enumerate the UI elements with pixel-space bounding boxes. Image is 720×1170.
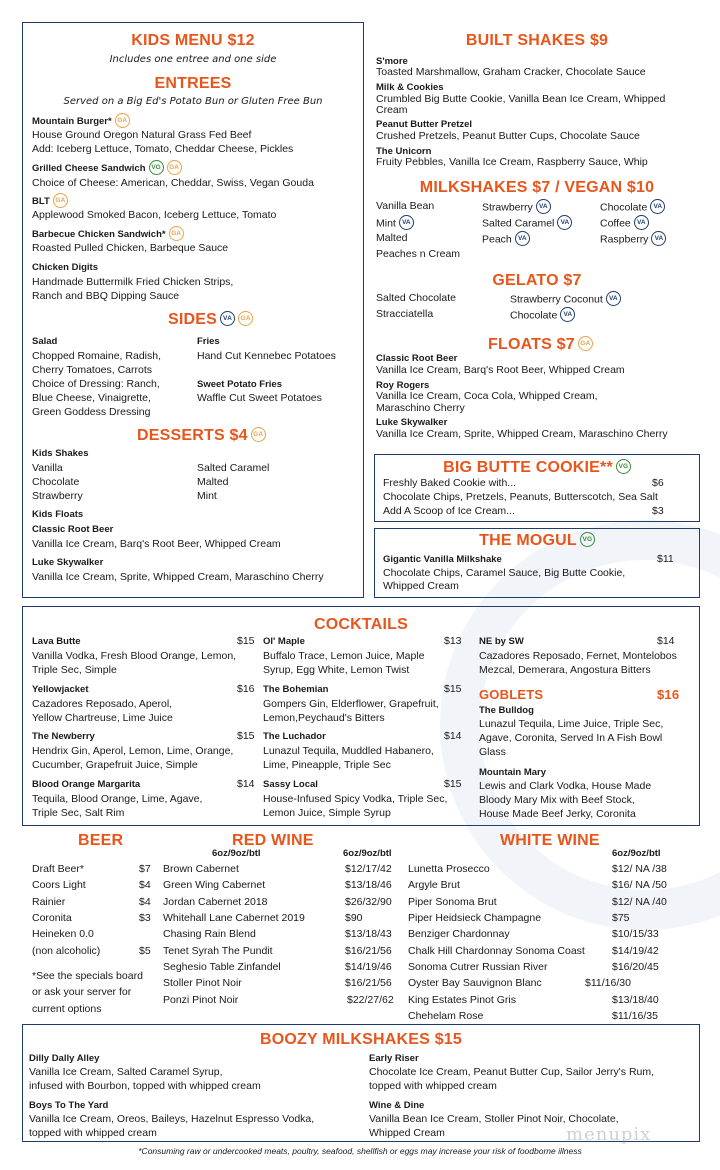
red-wine-sizes: 6oz/9oz/btl (212, 848, 261, 859)
cocktail-desc: Cazadores Reposado, Aperol, (32, 698, 173, 710)
kids-shake: Chocolate (32, 476, 80, 488)
cocktail-desc: Cucumber, Grapefruit Juice, Simple (32, 759, 198, 771)
kids-menu-title: KIDS MENU $12 (131, 32, 255, 49)
vegan-available-icon: VA (650, 199, 665, 214)
entrees-subtitle: Served on a Big Ed's Potato Bun or Gluten Free Bun (63, 96, 323, 107)
cocktail-name: Ol' Maple (263, 636, 305, 647)
red-wine-price: $13/18/46 (345, 879, 392, 891)
kids-menu-subtitle: Includes one entree and one side (109, 54, 277, 65)
goblet-name: Mountain Mary (479, 767, 547, 778)
built-shake-name: The Unicorn (376, 146, 432, 157)
fries-name: Fries (197, 336, 220, 347)
gluten-avoid-icon: GA (53, 193, 68, 208)
salad-desc: Green Goddess Dressing (32, 406, 151, 418)
vegetarian-icon: VG (580, 532, 595, 547)
red-wine-name: Whitehall Lane Cabernet 2019 (163, 912, 305, 924)
cocktail-desc: Lemon Juice, Simple Syrup (263, 807, 391, 819)
float-name: Classic Root Beer (376, 353, 458, 364)
red-wine-sizes: 6oz/9oz/btl (343, 848, 392, 859)
boozy-name: Boys To The Yard (29, 1100, 109, 1111)
salad-name: Salad (32, 336, 58, 347)
built-shake-desc: Fruity Pebbles, Vanilla Ice Cream, Raspberry Sauce, Whip (376, 156, 648, 168)
cocktail-price: $15 (444, 778, 462, 790)
cookie-price: $3 (652, 505, 664, 517)
float-name: Roy Rogers (376, 380, 430, 391)
red-wine-price: $14/19/46 (345, 961, 392, 973)
kids-shakes-label: Kids Shakes (32, 448, 89, 459)
entree-desc: Roasted Pulled Chicken, Barbeque Sauce (32, 242, 229, 254)
cocktail-price: $15 (444, 683, 462, 695)
fries-desc: Hand Cut Kennebec Potatoes (197, 350, 336, 362)
white-wine-price: $10/15/33 (612, 928, 659, 940)
red-wine-price: $16/21/56 (345, 945, 392, 957)
kids-shake: Strawberry (32, 490, 83, 502)
built-shake-desc: Cream (376, 104, 408, 116)
cocktail-desc: Lime, Pineapple, Triple Sec (263, 759, 391, 771)
float-desc: Vanilla Ice Cream, Sprite, Whipped Cream, Maraschino Cherry (376, 428, 668, 440)
red-wine-price: $12/17/42 (345, 863, 392, 875)
cocktail-price: $15 (237, 635, 255, 647)
float-desc: Vanilla Ice Cream, Coca Cola, Whipped Cream, (376, 390, 598, 402)
red-wine-price: $13/18/43 (345, 928, 392, 940)
watermark-text: menupix (566, 1124, 652, 1145)
entree-desc: House Ground Oregon Natural Grass Fed Beef (32, 129, 252, 141)
entree-desc: Applewood Smoked Bacon, Iceberg Lettuce, Tomato (32, 209, 277, 221)
mogul-title: THE MOGUL VG (374, 532, 700, 550)
vegan-available-icon: VA (536, 199, 551, 214)
float-desc: Vanilla Ice Cream, Barq's Root Beer, Whipped Cream (376, 364, 625, 376)
red-wine-price: $90 (345, 912, 363, 924)
vegan-available-icon: VA (560, 307, 575, 322)
sides-title: SIDES VA GA (168, 311, 253, 329)
boozy-desc: infused with Bourbon, topped with whipped cream (29, 1080, 261, 1092)
salad-desc: Cherry Tomatoes, Carrots (32, 364, 153, 376)
gluten-avoid-icon: GA (169, 226, 184, 241)
cocktail-desc: Syrup, Egg White, Lemon Twist (263, 664, 410, 676)
red-wine-name: Ponzi Pinot Noir (163, 994, 239, 1006)
red-wine-name: Chasing Rain Blend (163, 928, 256, 940)
red-wine-name: Stoller Pinot Noir (163, 977, 242, 989)
beer-price: $5 (139, 945, 151, 957)
beer-item: Rainier (32, 896, 66, 908)
entree-desc: Ranch and BBQ Dipping Sauce (32, 290, 180, 302)
gelato-flavor: Stracciatella (376, 308, 434, 320)
white-wine-name: Piper Heidsieck Champagne (408, 912, 542, 924)
red-wine-price: $16/21/56 (345, 977, 392, 989)
goblet-desc: Glass (479, 746, 506, 758)
goblet-desc: Bloody Mary Mix with Beef Stock, (479, 794, 635, 806)
entree-name: Mountain Burger* GA (32, 114, 130, 129)
white-wine-price: $16/ NA /50 (612, 879, 667, 891)
vegan-available-icon: VA (515, 231, 530, 246)
cocktail-desc: Tequila, Blood Orange, Lime, Agave, (32, 793, 203, 805)
cookie-price: $6 (652, 477, 664, 489)
white-wine-name: Argyle Brut (408, 879, 460, 891)
entree-desc: Choice of Cheese: American, Cheddar, Swiss, Vegan Gouda (32, 177, 314, 189)
mogul-name: Gigantic Vanilla Milkshake (383, 554, 502, 565)
white-wine-price: $12/ NA /40 (612, 896, 667, 908)
vegan-available-icon: VA (651, 231, 666, 246)
cocktail-name: NE by SW (479, 636, 524, 647)
cocktail-desc: Mezcal, Demerara, Angostura Bitters (479, 664, 651, 676)
white-wine-name: Chehelam Rose (408, 1010, 484, 1022)
boozy-desc: Vanilla Bean Ice Cream, Stoller Pinot Noir, Chocolate, (369, 1113, 619, 1125)
beer-item: Coronita (32, 912, 72, 924)
goblet-desc: Lunazul Tequila, Lime Juice, Triple Sec, (479, 718, 664, 730)
milkshake-flavor: Strawberry VA (482, 200, 551, 215)
float-name: Luke Skywalker (376, 417, 448, 428)
milkshake-flavor: Peach VA (482, 232, 530, 247)
white-wine-title: WHITE WINE (500, 832, 600, 849)
cookie-desc: Chocolate Chips, Pretzels, Peanuts, Butterscotch, Sea Salt (383, 491, 658, 503)
beer-item: Heineken 0.0 (32, 928, 94, 940)
vegan-available-icon: VA (634, 215, 649, 230)
red-wine-title: RED WINE (232, 832, 314, 849)
cocktail-desc: Vanilla Vodka, Fresh Blood Orange, Lemon, (32, 650, 237, 662)
kids-float-name: Luke Skywalker (32, 557, 104, 568)
milkshake-flavor: Coffee VA (600, 216, 649, 231)
milkshake-flavor: Mint VA (376, 216, 414, 231)
red-wine-name: Seghesio Table Zinfandel (163, 961, 281, 973)
kids-shake: Mint (197, 490, 217, 502)
built-shake-desc: Crumbled Big Butte Cookie, Vanilla Bean Ice Cream, Whipped (376, 93, 666, 105)
beer-item: (non alcoholic) (32, 945, 101, 957)
goblet-desc: Agave, Coronita, Served In A Fish Bowl (479, 732, 663, 744)
cocktail-name: The Newberry (32, 731, 95, 742)
red-wine-name: Tenet Syrah The Pundit (163, 945, 273, 957)
cocktail-desc: Lunazul Tequila, Muddled Habanero, (263, 745, 434, 757)
white-wine-price: $12/ NA /38 (612, 863, 667, 875)
white-wine-name: Chalk Hill Chardonnay Sonoma Coast (408, 945, 585, 957)
white-wine-price: $16/20/45 (612, 961, 659, 973)
red-wine-name: Green Wing Cabernet (163, 879, 266, 891)
entree-name: Chicken Digits (32, 262, 98, 273)
kids-shake: Vanilla (32, 462, 63, 474)
cocktail-name: Lava Butte (32, 636, 81, 647)
boozy-desc: Vanilla Ice Cream, Oreos, Baileys, Hazelnut Espresso Vodka, (29, 1113, 315, 1125)
cocktail-desc: Hendrix Gin, Aperol, Lemon, Lime, Orange, (32, 745, 234, 757)
cocktail-price: $14 (657, 635, 675, 647)
mogul-desc: Whipped Cream (383, 580, 459, 592)
gluten-avoid-icon: GA (251, 427, 266, 442)
gluten-avoid-icon: GA (115, 113, 130, 128)
cocktail-desc: Triple Sec, Salt Rim (32, 807, 125, 819)
beer-price: $4 (139, 879, 151, 891)
gelato-flavor: Strawberry Coconut VA (510, 292, 621, 307)
kids-floats-label: Kids Floats (32, 509, 84, 520)
footer-disclaimer: *Consuming raw or undercooked meats, poultry, seafood, shellfish or eggs may increase your risk of foodborne illness (138, 1146, 582, 1156)
kids-shake: Malted (197, 476, 229, 488)
red-wine-price: $22/27/62 (347, 994, 394, 1006)
boozy-desc: topped with whipped cream (29, 1127, 157, 1139)
kids-float-desc: Vanilla Ice Cream, Sprite, Whipped Cream, Maraschino Cherry (32, 571, 324, 583)
red-wine-price: $26/32/90 (345, 896, 392, 908)
milkshakes-title: MILKSHAKES $7 / VEGAN $10 (419, 179, 655, 196)
beer-price: $7 (139, 863, 151, 875)
milkshake-flavor: Salted Caramel VA (482, 216, 572, 231)
red-wine-name: Brown Cabernet (163, 863, 239, 875)
mogul-desc: Chocolate Chips, Caramel Sauce, Big Butte Cookie, (383, 567, 626, 579)
milkshake-flavor: Malted (376, 232, 408, 244)
kids-float-desc: Vanilla Ice Cream, Barq's Root Beer, Whipped Cream (32, 538, 281, 550)
beer-price: $4 (139, 896, 151, 908)
goblet-name: The Bulldog (479, 705, 534, 716)
gluten-avoid-icon: GA (167, 160, 182, 175)
cookie-title: BIG BUTTE COOKIE** VG (374, 459, 700, 477)
entree-desc: Handmade Buttermilk Fried Chicken Strips, (32, 276, 234, 288)
cocktail-desc: Cazadores Reposado, Fernet, Montelobos (479, 650, 677, 662)
boozy-name: Dilly Dally Alley (29, 1053, 100, 1064)
beer-item: Draft Beer* (32, 863, 84, 875)
cocktail-desc: Triple Sec, Simple (32, 664, 117, 676)
sweet-fries-name: Sweet Potato Fries (197, 379, 282, 390)
gelato-title: GELATO $7 (492, 272, 582, 289)
vegetarian-icon: VG (149, 160, 164, 175)
built-shake-desc: Toasted Marshmallow, Graham Cracker, Chocolate Sauce (376, 66, 646, 78)
white-wine-name: Benziger Chardonnay (408, 928, 510, 940)
cocktails-title: COCKTAILS (314, 616, 408, 633)
white-wine-price: $11/16/30 (585, 977, 631, 989)
beer-title: BEER (78, 832, 124, 849)
white-wine-name: Lunetta Prosecco (408, 863, 490, 875)
milkshake-flavor: Peaches n Cream (376, 248, 461, 260)
goblet-desc: Lewis and Clark Vodka, House Made (479, 780, 652, 792)
cocktail-desc: House-Infused Spicy Vodka, Triple Sec, (263, 793, 448, 805)
salad-desc: Chopped Romaine, Radish, (32, 350, 161, 362)
boozy-desc: topped with whipped cream (369, 1080, 497, 1092)
cocktail-name: The Bohemian (263, 684, 329, 695)
cocktail-desc: Yellow Chartreuse, Lime Juice (32, 712, 173, 724)
vegetarian-icon: VG (616, 459, 631, 474)
salad-desc: Choice of Dressing: Ranch, (32, 378, 160, 390)
entree-name: Grilled Cheese Sandwich VG GA (32, 161, 182, 176)
goblets-title: GOBLETS (479, 687, 544, 702)
white-wine-price: $75 (612, 912, 630, 924)
white-wine-name: King Estates Pinot Gris (408, 994, 516, 1006)
entrees-title: ENTREES (154, 75, 232, 92)
cocktail-name: Sassy Local (263, 779, 318, 790)
cocktail-desc: Lemon,Peychaud's Bitters (263, 712, 385, 724)
cocktail-price: $15 (237, 730, 255, 742)
gluten-avoid-icon: GA (238, 311, 253, 326)
kids-float-name: Classic Root Beer (32, 524, 114, 535)
boozy-name: Early Riser (369, 1053, 419, 1064)
entree-name: BLT GA (32, 194, 68, 209)
gelato-flavor: Salted Chocolate (376, 292, 456, 304)
kids-shake: Salted Caramel (197, 462, 270, 474)
white-wine-price: $14/19/42 (612, 945, 659, 957)
mogul-price: $11 (657, 553, 674, 565)
boozy-desc: Chocolate Ice Cream, Peanut Butter Cup, Sailor Jerry's Rum, (369, 1066, 655, 1078)
cocktail-price: $13 (444, 635, 462, 647)
milkshake-flavor: Raspberry VA (600, 232, 666, 247)
desserts-title: DESSERTS $4 GA (137, 427, 266, 445)
cocktail-desc: Gompers Gin, Elderflower, Grapefruit, (263, 698, 439, 710)
cocktail-price: $16 (237, 683, 255, 695)
vegan-available-icon: VA (399, 215, 414, 230)
white-wine-sizes: 6oz/9oz/btl (612, 848, 661, 859)
white-wine-price: $11/16/35 (612, 1010, 658, 1022)
built-shake-name: S'more (376, 56, 408, 67)
beer-item: Coors Light (32, 879, 86, 891)
beer-note: *See the specials board (32, 970, 143, 982)
built-shakes-title: BUILT SHAKES $9 (465, 32, 609, 49)
entree-name: Barbecue Chicken Sandwich* GA (32, 227, 184, 242)
boozy-name: Wine & Dine (369, 1100, 425, 1111)
gelato-flavor: Chocolate VA (510, 308, 575, 323)
beer-note: or ask your server for (32, 986, 132, 998)
boozy-title: BOOZY MILKSHAKES $15 (260, 1031, 462, 1048)
float-desc: Maraschino Cherry (376, 402, 465, 414)
milkshake-flavor: Vanilla Bean (376, 200, 435, 212)
built-shake-name: Peanut Butter Pretzel (376, 119, 473, 130)
beer-note: current options (32, 1003, 102, 1015)
goblets-price: $16 (657, 687, 680, 702)
cocktail-price: $14 (237, 778, 255, 790)
built-shake-name: Milk & Cookies (376, 82, 444, 93)
floats-title: FLOATS $7 GA (488, 336, 593, 354)
white-wine-name: Piper Sonoma Brut (408, 896, 497, 908)
cocktail-desc: Buffalo Trace, Lemon Juice, Maple (263, 650, 425, 662)
white-wine-name: Sonoma Cutrer Russian River (408, 961, 548, 973)
sweet-fries-desc: Waffle Cut Sweet Potatoes (197, 392, 322, 404)
boozy-desc: Whipped Cream (369, 1127, 445, 1139)
white-wine-name: Oyster Bay Sauvignon Blanc (408, 977, 542, 989)
red-wine-name: Jordan Cabernet 2018 (163, 896, 268, 908)
goblet-desc: House Made Beef Jerky, Coronita (479, 808, 636, 820)
cookie-desc: Freshly Baked Cookie with... (383, 477, 517, 489)
gluten-avoid-icon: GA (578, 336, 593, 351)
white-wine-price: $13/18/40 (612, 994, 659, 1006)
milkshake-flavor: Chocolate VA (600, 200, 665, 215)
cookie-desc: Add A Scoop of Ice Cream... (383, 505, 515, 517)
entree-desc: Add: Iceberg Lettuce, Tomato, Cheddar Cheese, Pickles (32, 143, 294, 155)
cocktail-name: Yellowjacket (32, 684, 89, 695)
vegan-available-icon: VA (557, 215, 572, 230)
built-shake-desc: Crushed Pretzels, Peanut Butter Cups, Chocolate Sauce (376, 130, 640, 142)
cocktail-price: $14 (444, 730, 462, 742)
vegan-available-icon: VA (220, 311, 235, 326)
cocktail-name: The Luchador (263, 731, 326, 742)
boozy-desc: Vanilla Ice Cream, Salted Caramel Syrup, (29, 1066, 223, 1078)
beer-price: $3 (139, 912, 151, 924)
cocktail-name: Blood Orange Margarita (32, 779, 141, 790)
salad-desc: Blue Cheese, Vinaigrette, (32, 392, 151, 404)
vegan-available-icon: VA (606, 291, 621, 306)
